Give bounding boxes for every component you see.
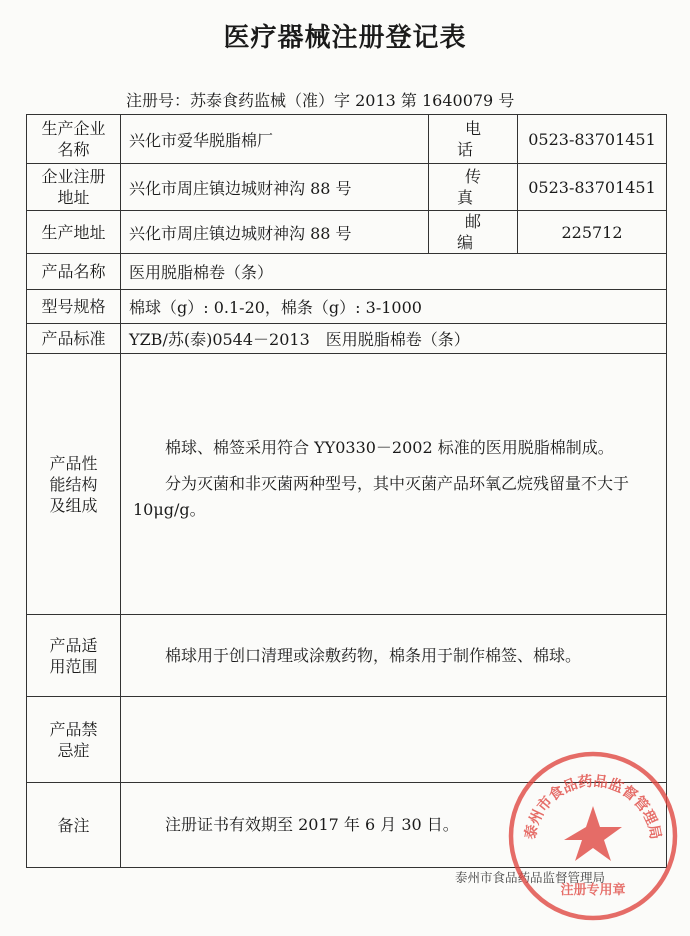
table-row (27, 164, 667, 211)
scope-value (121, 615, 667, 697)
table-row (27, 324, 667, 354)
scope-label (27, 615, 121, 697)
phone-label: 电 话 (429, 115, 518, 164)
manufacturer-value: 兴化市爱华脱脂棉厂 (121, 115, 429, 164)
table-row (27, 615, 667, 697)
performance-label (27, 354, 121, 615)
performance-paragraph-1: 棉球、棉签采用符合 YY0330－2002 标准的医用脱脂棉制成。 (165, 438, 614, 457)
standard-value: YZB/苏(泰)0544－2013 医用脱脂棉卷（条） (121, 324, 667, 354)
notes-paragraph: 注册证书有效期至 2017 年 6 月 30 日。 (165, 815, 459, 834)
seal-star-icon (564, 806, 622, 861)
phone-value: 0523-83701451 (518, 115, 667, 164)
standard-label: 产品标准 (27, 324, 121, 354)
postcode-label: 邮 编 (429, 211, 518, 254)
production-address-value: 兴化市周庄镇边城财神沟 88 号 (121, 211, 429, 254)
registration-number: 注册号：苏泰食药监械（准）字 2013 第 1640079 号 (126, 91, 515, 110)
issuing-authority: 泰州市食品药品监督管理局 (455, 870, 606, 885)
scope-label-text: 产品适用范围 (49, 635, 98, 676)
postcode-value: 225712 (518, 211, 667, 254)
performance-label-text: 产品性能结构及组成 (49, 453, 98, 515)
manufacturer-label: 生产企业名称 (27, 115, 121, 164)
product-name-label: 产品名称 (27, 254, 121, 290)
product-name-value: 医用脱脂棉卷（条） (121, 254, 667, 290)
table-row (27, 354, 667, 615)
model-label: 型号规格 (27, 290, 121, 324)
table-row (27, 290, 667, 324)
production-address-label: 生产地址 (27, 211, 121, 254)
official-seal-stamp (505, 748, 681, 924)
address-label: 企业注册地址 (27, 164, 121, 211)
fax-value: 0523-83701451 (518, 164, 667, 211)
page-title: 医疗器械注册登记表 (223, 23, 467, 53)
table-row (27, 254, 667, 290)
scope-paragraph: 棉球用于创口清理或涂敷药物，棉条用于制作棉签、棉球。 (165, 645, 582, 665)
model-value: 棉球（g）: 0.1-20，棉条（g）: 3-1000 (121, 290, 667, 324)
table-row (27, 115, 667, 164)
performance-value (121, 354, 667, 615)
fax-label: 传 真 (429, 164, 518, 211)
table-row (27, 211, 667, 254)
notes-label: 备注 (27, 783, 121, 868)
contraindication-label-text: 产品禁忌症 (49, 719, 98, 760)
address-value: 兴化市周庄镇边城财神沟 88 号 (121, 164, 429, 211)
seal-subtext: 注册专用章 (560, 883, 626, 898)
contraindication-label (27, 697, 121, 783)
performance-paragraph-2: 分为灭菌和非灭菌两种型号，其中灭菌产品环氧乙烷残留量不大于 10μg/g。 (133, 474, 630, 519)
seal-arc-text: 泰州市食品药品监督管理局 (522, 773, 664, 841)
